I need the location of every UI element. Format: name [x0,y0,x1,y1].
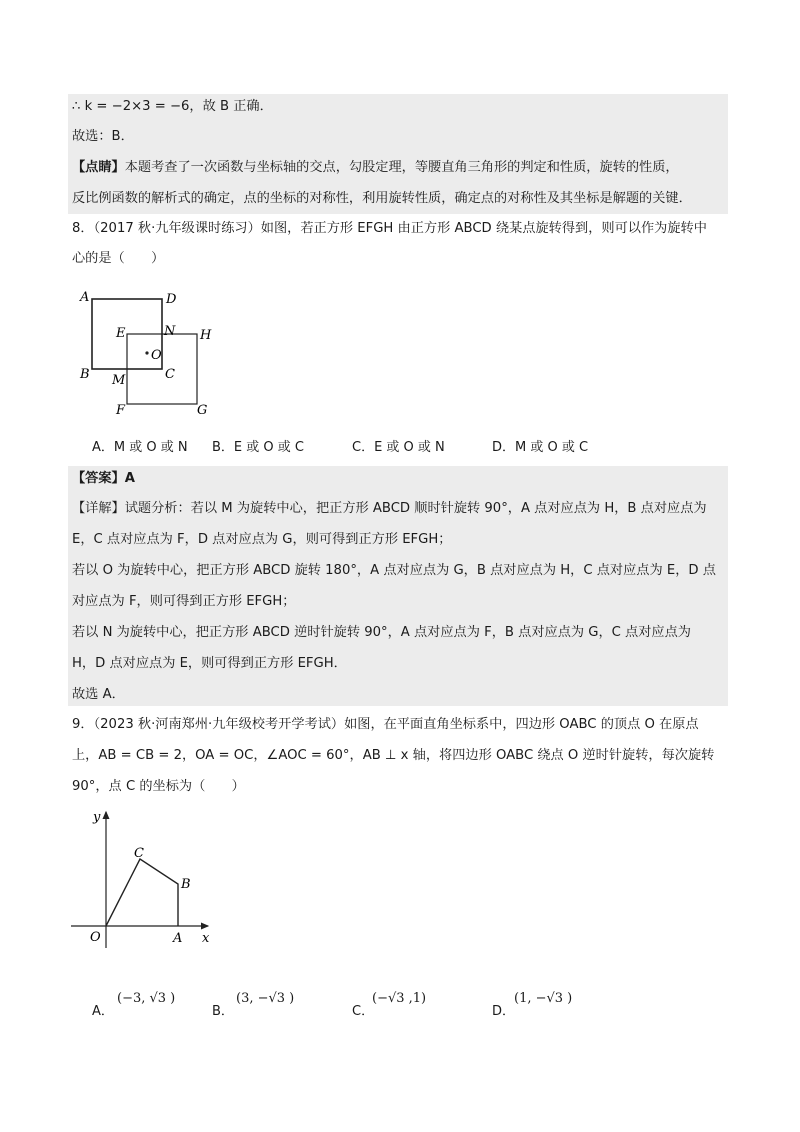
point-o-dot [145,351,148,354]
label-e: E [116,326,126,341]
label-a-point: A [173,931,183,946]
label-b-point: B [181,877,191,892]
q8-detail-3: 若以 O 为旋转中心，把正方形 ABCD 旋转 180°，A 点对应点为 G，B 点对应点为 H，C 点对应点为 E，D 点 [72,563,716,578]
q9-option-a-value: (−3, √3 ) [117,991,176,1006]
q9-option-c-value: (−√3 ,1) [372,991,427,1006]
label-f: F [116,403,126,418]
q8-option-b: B．E 或 O 或 C [212,440,304,455]
q8-square-figure [72,285,232,420]
comment-line-1 [72,158,679,178]
q9-option-c-letter: C． [352,1004,375,1019]
quadrilateral-oabc [106,859,178,926]
q8-detail-1: 【详解】试题分析：若以 M 为旋转中心，把正方形 ABCD 顺时针旋转 90°，A 点对应点为 H，B 点对应点为 [72,501,707,516]
comment-line-2: 反比例函数的解析式的确定，点的坐标的对称性，利用旋转性质，确定点的对称性及其坐标是解题的关键． [72,191,692,206]
label-m: M [112,373,126,388]
comment-text-1: 本题考查了一次函数与坐标轴的交点，勾股定理，等腰直角三角形的判定和性质，旋转的性质， [124,160,679,175]
q9-stem-line-1: 9．（2023 秋·河南郑州·九年级校考开学考试）如图，在平面直角坐标系中，四边形 OABC 的顶点 O 在原点 [72,717,699,732]
q8-detail-4: 对应点为 F，则可得到正方形 EFGH； [72,594,296,609]
q8-stem-line-1: 8．（2017 秋·九年级课时练习）如图，若正方形 EFGH 由正方形 ABCD 绕某点旋转得到，则可以作为旋转中 [72,221,707,236]
q8-detail-7: 故选 A． [72,687,125,702]
q8-detail-2: E，C 点对应点为 F，D 点对应点为 G，则可得到正方形 EFGH； [72,532,452,547]
q8-option-d: D．M 或 O 或 C [492,440,589,455]
q9-option-a-letter: A． [92,1004,114,1019]
q9-option-d-value: (1, −√3 ) [514,991,573,1006]
label-d: D [166,292,177,307]
q9-option-b-letter: B． [212,1004,234,1019]
q8-option-c: C．E 或 O 或 N [352,440,445,455]
label-y: y [93,810,101,825]
q9-option-d-letter: D． [492,1004,516,1019]
q8-stem-line-2: 心的是（ ） [72,251,165,266]
comment-tag: 【点睛】 [72,160,125,175]
q8-detail-6: H，D 点对应点为 E，则可得到正方形 EFGH． [72,656,347,671]
label-o: O [151,348,162,363]
label-c: C [165,367,175,382]
label-x: x [202,931,210,946]
q9-stem-line-2: 上，AB = CB = 2，OA = OC，∠AOC = 60°，AB ⊥ x 轴，将四边形 OABC 绕点 O 逆时针旋转，每次旋转 [72,748,715,763]
q8-answer: 【答案】A [72,471,135,486]
q9-option-b-value: (3, −√3 ) [236,991,295,1006]
label-a: A [80,290,90,305]
label-o-origin: O [90,930,101,945]
solution-choice: 故选：B． [72,129,134,144]
q9-coordinate-figure [68,806,238,951]
solution-line-k: ∴ k = −2×3 = −6，故 B 正确． [72,99,273,114]
label-b: B [80,367,90,382]
label-n: N [164,324,176,339]
label-c-point: C [134,846,144,861]
q8-option-a: A．M 或 O 或 N [92,440,188,455]
q9-stem-line-3: 90°，点 C 的坐标为（ ） [72,779,245,794]
label-h: H [200,328,212,343]
q8-detail-5: 若以 N 为旋转中心，把正方形 ABCD 逆时针旋转 90°，A 点对应点为 F，B 点对应点为 G，C 点对应点为 [72,625,691,640]
label-g: G [197,403,208,418]
